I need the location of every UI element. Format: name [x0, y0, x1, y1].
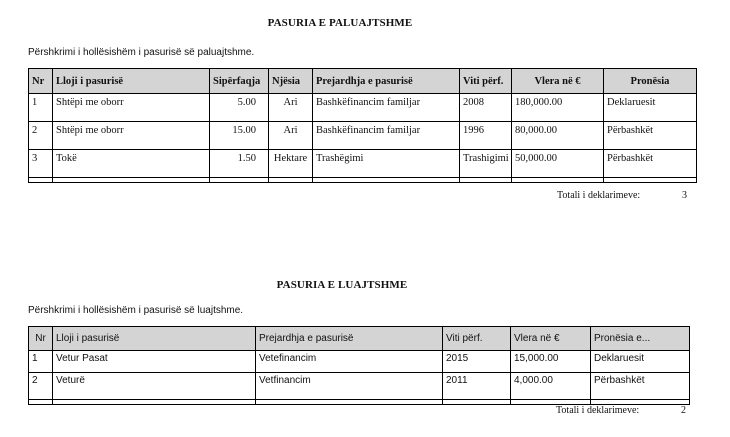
- col-header-unit: Njësia: [269, 69, 313, 94]
- cell-type: Veturë: [53, 373, 256, 400]
- cell-ownership: Përbashkët: [604, 150, 697, 178]
- cell-nr: 1: [29, 94, 53, 122]
- cell-ownership: Përbashkët: [604, 122, 697, 150]
- table-row: [29, 94, 697, 122]
- col-header-ownership: Pronësia e...: [591, 327, 690, 351]
- col-header-nr: Nr: [29, 69, 53, 94]
- table-row: [29, 122, 697, 150]
- section1-title: PASURIA E PALUAJTSHME: [267, 17, 413, 29]
- section1-description: Përshkrimi i hollësishëm i pasurisë së paluajtshme.: [28, 47, 255, 58]
- cell-nr: 2: [29, 373, 53, 400]
- table-row: [29, 150, 697, 178]
- cell-origin: Vetfinancim: [256, 373, 443, 400]
- cell-origin: Bashkëfinancim familjar: [313, 122, 460, 150]
- col-header-ownership: Pronësia: [604, 69, 697, 94]
- col-header-type: Lloji i pasurisë: [53, 69, 210, 94]
- table-footer-row: [29, 178, 697, 183]
- section2-description: Përshkrimi i hollësishëm i pasurisë së luajtshme.: [28, 305, 244, 316]
- movable-property-table: [28, 326, 690, 405]
- cell-unit: Ari: [269, 122, 313, 150]
- cell-origin: Bashkëfinancim familjar: [313, 94, 460, 122]
- table-header-row: [29, 69, 697, 94]
- cell-value: 80,000.00: [512, 122, 604, 150]
- cell-year: Trashigimi: [460, 150, 512, 178]
- section2-title: PASURIA E LUAJTSHME: [276, 279, 408, 291]
- col-header-value: Vlera në €: [511, 327, 591, 351]
- cell-ownership: Deklaruesit: [604, 94, 697, 122]
- cell-type: Shtëpi me oborr: [53, 122, 210, 150]
- cell-value: 15,000.00: [511, 351, 591, 373]
- total-value: 3: [682, 190, 687, 201]
- cell-nr: 2: [29, 122, 53, 150]
- cell-value: 180,000.00: [512, 94, 604, 122]
- cell-year: 2008: [460, 94, 512, 122]
- table-header-row: [29, 327, 690, 351]
- col-header-origin: Prejardhja e pasurisë: [313, 69, 460, 94]
- col-header-type: Lloji i pasurisë: [53, 327, 256, 351]
- col-header-value: Vlera në €: [512, 69, 604, 94]
- cell-year: 1996: [460, 122, 512, 150]
- cell-year: 2015: [443, 351, 511, 373]
- table-footer-row: [29, 400, 690, 405]
- section1-total: [557, 190, 697, 201]
- total-value: 2: [681, 405, 686, 416]
- cell-year: 2011: [443, 373, 511, 400]
- cell-area: 5.00: [210, 94, 269, 122]
- total-label: Totali i deklarimeve:: [557, 190, 641, 201]
- col-header-year: Viti përf.: [443, 327, 511, 351]
- section2-total: [556, 405, 696, 416]
- col-header-nr: Nr: [29, 327, 53, 351]
- cell-ownership: Deklaruesit: [591, 351, 690, 373]
- cell-origin: Trashëgimi: [313, 150, 460, 178]
- cell-area: 15.00: [210, 122, 269, 150]
- cell-origin: Vetefinancim: [256, 351, 443, 373]
- cell-type: Shtëpi me oborr: [53, 94, 210, 122]
- cell-type: Tokë: [53, 150, 210, 178]
- cell-nr: 3: [29, 150, 53, 178]
- total-label: Totali i deklarimeve:: [556, 405, 640, 416]
- table-row: [29, 373, 690, 400]
- cell-ownership: Përbashkët: [591, 373, 690, 400]
- cell-value: 4,000.00: [511, 373, 591, 400]
- cell-area: 1.50: [210, 150, 269, 178]
- col-header-area: Sipërfaqja: [210, 69, 269, 94]
- cell-value: 50,000.00: [512, 150, 604, 178]
- col-header-origin: Prejardhja e pasurisë: [256, 327, 443, 351]
- table-row: [29, 351, 690, 373]
- cell-unit: Hektare: [269, 150, 313, 178]
- immovable-property-table: [28, 68, 697, 183]
- cell-type: Vetur Pasat: [53, 351, 256, 373]
- cell-unit: Ari: [269, 94, 313, 122]
- col-header-year: Viti përf.: [460, 69, 512, 94]
- cell-nr: 1: [29, 351, 53, 373]
